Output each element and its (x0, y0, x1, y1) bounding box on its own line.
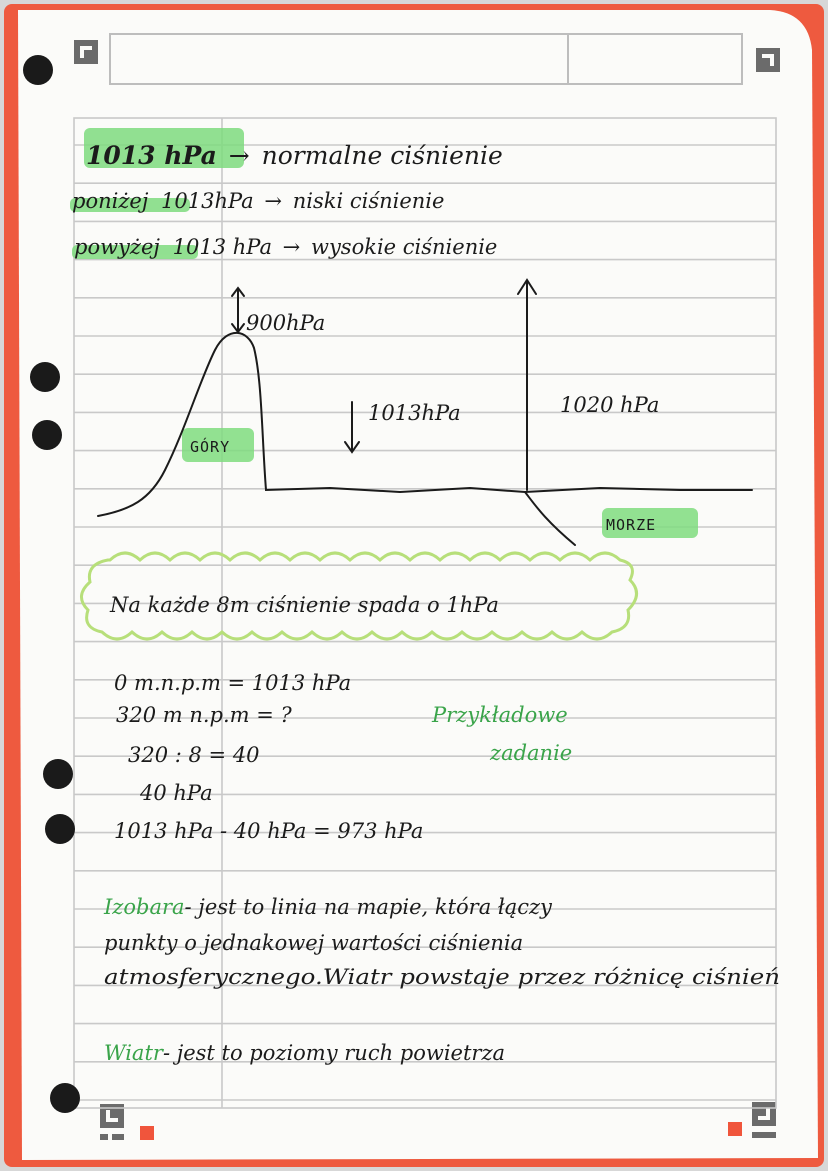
example-line-3: 320 : 8 = 40 (128, 743, 260, 767)
izobara-line-1: Izobara- jest to linia na mapie, która łączy (104, 895, 552, 919)
corner-bracket-icon (74, 40, 98, 64)
example-caption-2: zadanie (490, 741, 573, 765)
red-marker-square (728, 1122, 742, 1136)
rule-statement: Na każde 8m ciśnienie spada o 1hPa (110, 593, 499, 617)
mountain-label: GÓRY (190, 438, 231, 456)
example-caption-1: Przykładowe (432, 703, 568, 727)
izobara-line-2: punkty o jednakowej wartości ciśnienia (104, 931, 524, 955)
right-pressure-label: 1020 hPa (560, 393, 660, 417)
example-line-2: 320 m n.p.m = ? (116, 703, 292, 727)
definition-2: poniżej 1013hPa → niski ciśnienie (72, 189, 445, 213)
example-line-4: 40 hPa (140, 781, 213, 805)
corner-bracket-icon (756, 48, 780, 72)
wiatr-line: Wiatr- jest to poziomy ruch powietrza (104, 1041, 506, 1065)
red-marker-square (140, 1126, 154, 1140)
izobara-line-3: atmosferycznego.Wiatr powstaje przez różnicę ciśnień (104, 965, 780, 989)
corner-bracket-icon (100, 1104, 124, 1140)
example-line-1: 0 m.n.p.m = 1013 hPa (114, 671, 352, 695)
sea-label: MORZE (606, 516, 657, 534)
example-line-5: 1013 hPa - 40 hPa = 973 hPa (114, 819, 424, 843)
definition-3: powyżej 1013 hPa → wysokie ciśnienie (74, 235, 498, 259)
middle-pressure-label: 1013hPa (368, 401, 461, 425)
definition-1: 1013 hPa → normalne ciśnienie (86, 141, 503, 170)
mountain-pressure-label: 900hPa (246, 311, 326, 335)
